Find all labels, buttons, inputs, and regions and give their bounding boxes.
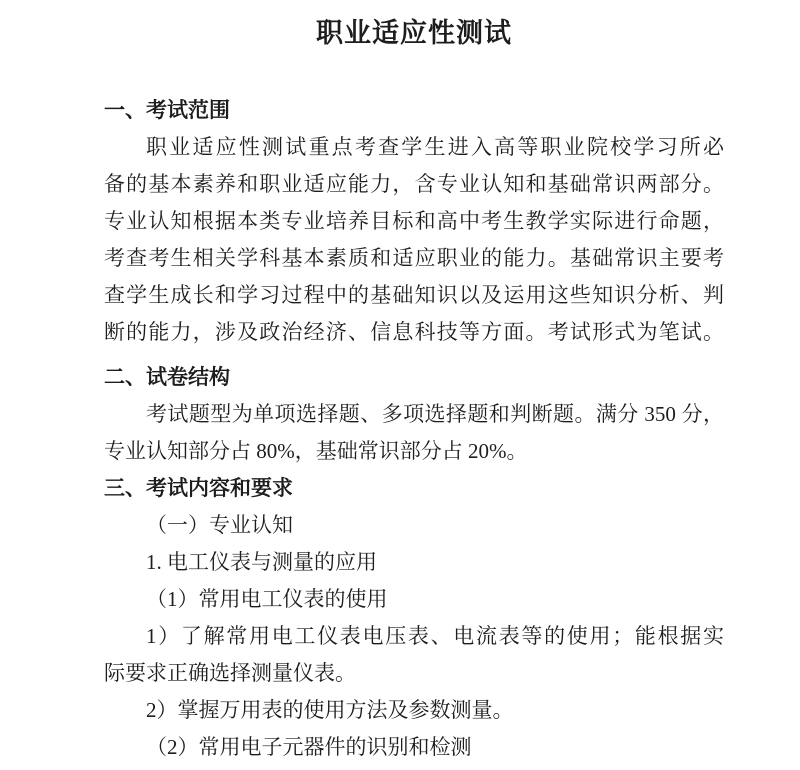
section-3-subheading-major: （一）专业认知 [146,513,293,537]
section-3-topic-1: 1. 电工仪表与测量的应用 [146,550,377,574]
document-title: 职业适应性测试 [316,18,512,48]
section-1-paragraph-line-6: 断的能力，涉及政治经济、信息科技等方面。考试形式为笔试。 [104,320,724,344]
section-3-requirement-1-line-1: 1）了解常用电工仪表电压表、电流表等的使用；能根据实 [146,624,724,648]
document-content [104,0,724,766]
section-3-requirement-1-line-2: 际要求正确选择测量仪表。 [104,661,356,685]
section-1-paragraph-line-4: 考查考生相关学科基本素质和适应职业的能力。基础常识主要考 [104,246,724,270]
section-3-subtopic-2: （2）常用电子元器件的识别和检测 [146,735,472,759]
section-1-paragraph-line-2: 备的基本素养和职业适应能力，含专业认知和基础常识两部分。 [104,172,724,196]
section-2-heading: 二、试卷结构 [104,366,230,389]
section-1-paragraph-line-5: 查学生成长和学习过程中的基础知识以及运用这些知识分析、判 [104,283,724,307]
section-2-paragraph-line-2: 专业认知部分占 80%，基础常识部分占 20%。 [104,439,528,463]
section-1-heading: 一、考试范围 [104,99,230,122]
section-2-paragraph-line-1: 考试题型为单项选择题、多项选择题和判断题。满分 350 分， [146,402,724,426]
section-3-requirement-2: 2）掌握万用表的使用方法及参数测量。 [146,698,514,722]
section-3-subtopic-1: （1）常用电工仪表的使用 [146,587,388,611]
section-3-heading: 三、考试内容和要求 [104,477,293,500]
section-1-paragraph-line-1: 职业适应性测试重点考查学生进入高等职业院校学习所必 [146,135,724,159]
section-1-paragraph-line-3: 专业认知根据本类专业培养目标和高中考生教学实际进行命题， [104,209,724,233]
